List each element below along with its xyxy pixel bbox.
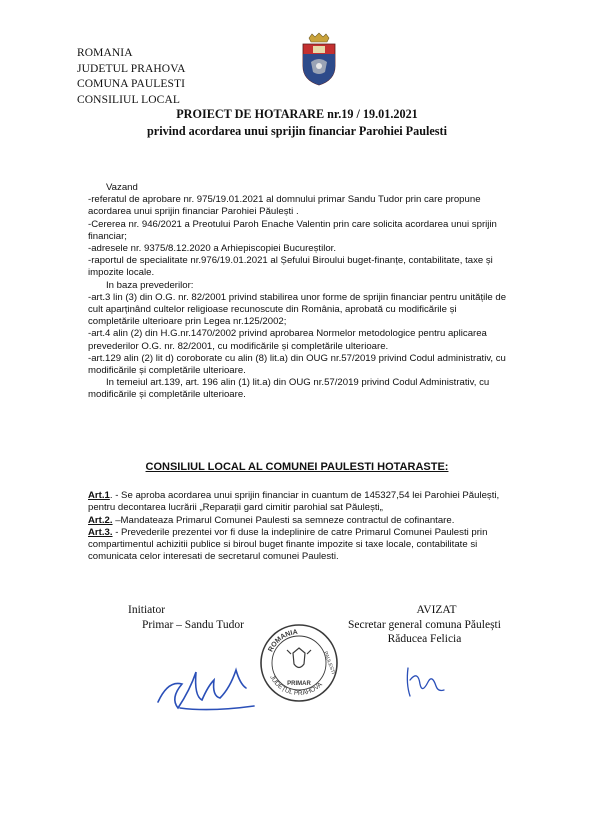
initiator-role: Initiator [128,604,166,616]
article-text: . - Se aproba acordarea unui sprijin financiar in cuantum de 145327,54 lei Parohiei Păulești, pentru decontarea lucrării „Reparații gard cimitir parohial sat Păulești„ [88,490,500,514]
preamble-line: In baza prevederilor: [106,279,194,291]
decision-heading: CONSILIUL LOCAL AL COMUNEI PAULESTI HOTARASTE: [145,461,449,473]
approval-block [348,603,501,647]
header-country: ROMANIA [77,47,133,59]
article-text: - Prevederile prezentei vor fi duse la indeplinire de catre Primarul Comunei Paulesti prin compartimentul achizitii publice si biroul buget finante impozite si taxe locale, contabilitate si comunicata celor interesati de secretarul comunei Paulesti. [88,526,488,563]
initiator-block [128,603,244,632]
eagle-emblem-icon [293,648,305,668]
svg-text:ROMANIA [267,629,298,653]
article-label: Art.2. [88,514,113,526]
preamble-line: -referatul de aprobare nr. 975/19.01.2021 al domnului primar Sandu Tudor prin care propune acordarea unui sprijin financiar Parohiei Păulești . [88,194,481,218]
official-stamp [258,622,340,704]
articles [88,490,524,564]
stamp-top-text: ROMANIA [267,628,299,654]
article-label: Art.3. [88,526,113,538]
stamp-side-text: PAULESTI [322,650,336,676]
stamp-bottom-text: JUDEȚUL PRAHOVA [268,674,324,698]
header-commune: COMUNA PAULESTI [77,78,186,90]
issuer-header [77,46,186,108]
article-3 [88,527,524,564]
document-title: PROIECT DE HOTARARE nr.19 / 19.01.2021 [176,107,418,121]
article-label: Art.1 [88,490,110,501]
preamble-line: -raportul de specialitate nr.976/19.01.2021 al Șefului Biroului buget-finanțe, contabilitate, taxe și impozite locale. [88,255,493,279]
approval-role: AVIZAT [416,604,457,616]
header-county: JUDETUL PRAHOVA [77,62,186,75]
article-text: –Mandateaza Primarul Comunei Paulesti sa semneze contractul de cofinantare. [112,514,455,526]
preamble-line: -art.3 lin (3) din O.G. nr. 82/2001 privind stabilirea unor forme de sprijin financiar pentru unitățile de cult aparținând cultelor religioase recunoscute din România, aprobată cu modificările și completările ulterioare prin Legea nr.125/2002; [88,291,507,328]
secretary-title: Secretar general comuna Păulești [348,618,501,631]
initiator-name: Primar – Sandu Tudor [142,618,244,631]
preamble-line: -art.129 alin (2) lit d) coroborate cu alin (8) lit.a) din OUG nr.57/2019 privind Codul administrativ, cu modificările și completările ulterioare. [88,352,506,377]
preamble-line: -art.4 alin (2) din H.G.nr.1470/2002 privind aprobarea Normelor metodologice pentru aplicarea prevederilor O.G. nr. 82/2001, cu modificările și completările ulterioare. [88,328,487,352]
stamp-center-text: PRIMAR [287,681,311,687]
mayor-signature [150,650,260,720]
article-2 [88,515,524,527]
article-1 [88,490,524,515]
header-council: CONSILIUL LOCAL [77,93,180,106]
preamble-line: In temeiul art.139, art. 196 alin (1) lit.a) din OUG nr.57/2019 privind Codul Administrativ, cu modificările și completările ulterioare. [88,377,490,401]
preamble-line: -adresele nr. 9375/8.12.2020 a Arhiepiscopiei Bucureștilor. [88,243,336,255]
coat-of-arms-icon [297,32,341,86]
preamble-line: Vazand [106,182,138,193]
secretary-name: Răducea Felicia [387,633,462,645]
preamble-line: -Cererea nr. 946/2021 a Preotului Paroh Enache Valentin prin care solicita acordarea unui sprijin financiar; [88,218,497,242]
preamble [88,182,508,402]
document-subtitle: privind acordarea unui sprijin financiar Parohiei Paulesti [147,124,447,138]
secretary-signature [400,660,450,700]
